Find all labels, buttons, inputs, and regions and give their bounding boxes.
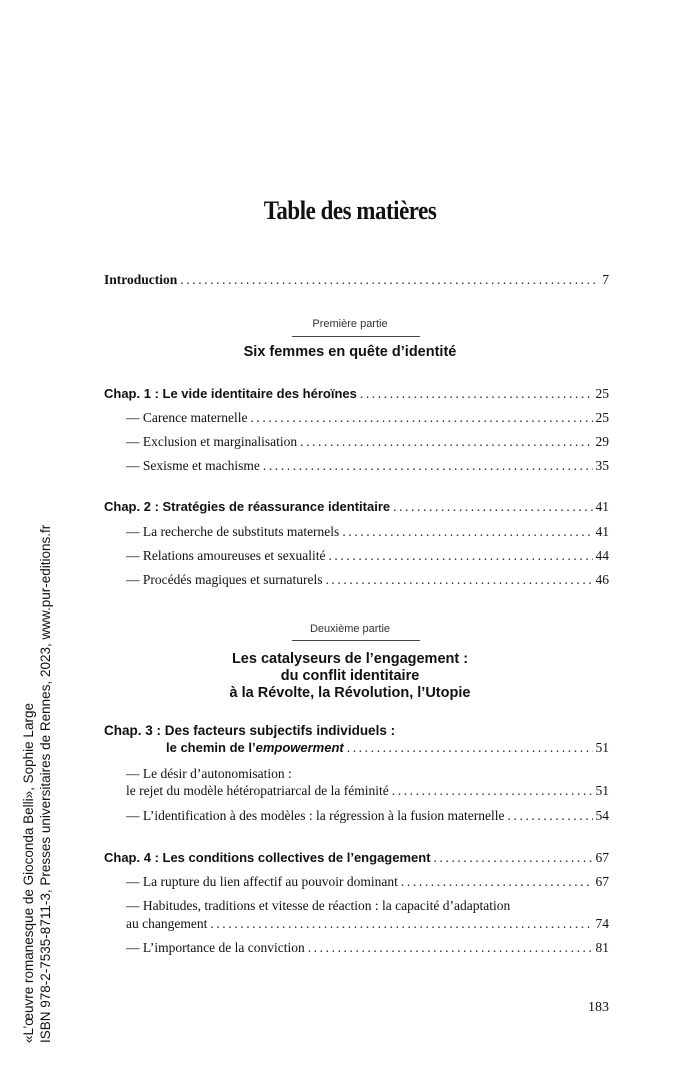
toc-entry-label: — L’identification à des modèles : la régression à la fusion maternelle — [126, 808, 505, 823]
toc-entry-label: — Exclusion et marginalisation — [126, 434, 298, 449]
toc-entry-label: le rejet du modèle hétéropatriarcal de la féminité — [126, 783, 389, 798]
toc-entry-label: — La recherche de substituts maternels — [126, 524, 340, 539]
credit-line-2: ISBN 978-2-7535-8711-3, Presses universitaires de Rennes, 2023, www.pur-editions.fr — [38, 524, 53, 1043]
part-title: Six femmes en quête d’identité — [243, 344, 457, 360]
toc-page-number: 67 — [595, 850, 609, 865]
toc-entry-section[interactable] — [126, 940, 609, 956]
dot-leader — [263, 458, 593, 474]
toc-page-number: 41 — [595, 499, 609, 514]
toc-entry-label: — L’importance de la conviction — [126, 940, 305, 955]
toc-entry-section[interactable] — [126, 808, 609, 824]
toc-page-number: 35 — [595, 458, 609, 473]
dot-leader — [347, 740, 593, 756]
toc-entry-label: Introduction — [104, 272, 178, 287]
toc-page-number: 29 — [595, 434, 609, 449]
toc-page-number: 7 — [602, 272, 609, 287]
dot-leader — [300, 434, 592, 450]
toc-entry-label: — Procédés magiques et surnaturels — [126, 572, 323, 587]
dot-leader — [393, 499, 592, 515]
toc-entry-label: — Carence maternelle — [126, 410, 248, 425]
toc-page-number: 25 — [595, 386, 609, 401]
toc-entry-section[interactable] — [126, 783, 609, 799]
dot-leader — [250, 410, 592, 426]
part-divider — [292, 640, 420, 641]
toc-page-number: 41 — [595, 524, 609, 539]
toc-entry-section[interactable] — [126, 572, 609, 588]
toc-entry-section[interactable] — [126, 410, 609, 426]
part-label: Première partie — [312, 318, 388, 330]
toc-entry-section[interactable] — [126, 916, 609, 932]
toc-entry-section[interactable] — [126, 458, 609, 474]
toc-page-number: 81 — [595, 940, 609, 955]
toc-page-number: 25 — [595, 410, 609, 425]
toc-page-number: 44 — [595, 548, 609, 563]
part-divider — [292, 336, 420, 337]
copyright-credit — [20, 525, 54, 1043]
toc-entry-chapter-2[interactable] — [104, 499, 609, 515]
dot-leader — [342, 524, 592, 540]
toc-entry-label: Chap. 2 : Stratégies de réassurance identitaire — [104, 499, 391, 514]
toc-page-number: 46 — [595, 572, 609, 587]
toc-entry-label: — Relations amoureuses et sexualité — [126, 548, 326, 563]
dot-leader — [360, 386, 593, 402]
toc-entry-chapter-3-continued[interactable] — [166, 740, 609, 756]
toc-entry-label: le chemin de l’empowerment — [166, 740, 344, 755]
dot-leader — [401, 874, 593, 890]
part-label: Deuxième partie — [309, 623, 391, 635]
toc-entry-section[interactable] — [126, 874, 609, 890]
dot-leader — [210, 916, 592, 932]
toc-page-number: 54 — [595, 808, 609, 823]
part-title-line-1: Les catalyseurs de l’engagement : — [231, 651, 469, 667]
toc-entry-label: Chap. 4 : Les conditions collectives de l’engagement — [104, 850, 431, 865]
toc-entry-chapter-1[interactable] — [104, 386, 609, 402]
dot-leader — [325, 572, 592, 588]
toc-entry-section-line[interactable]: — Habitudes, traditions et vitesse de réaction : la capacité d’adaptation — [126, 898, 511, 913]
dot-leader — [392, 783, 593, 799]
toc-entry-label: — La rupture du lien affectif au pouvoir dominant — [126, 874, 398, 889]
toc-page-number: 67 — [595, 874, 609, 889]
dot-leader — [434, 850, 593, 866]
toc-entry-chapter-4[interactable] — [104, 850, 609, 866]
part-title-line-2: du conflit identitaire — [280, 668, 420, 684]
part-title-line-3: à la Révolte, la Révolution, l’Utopie — [229, 685, 471, 701]
toc-entry-section[interactable] — [126, 524, 609, 540]
toc-entry-chapter-3[interactable]: Chap. 3 : Des facteurs subjectifs individuels : — [104, 723, 396, 738]
page-title: Table des matières — [263, 196, 437, 225]
toc-entry-label: Chap. 1 : Le vide identitaire des héroïnes — [104, 386, 357, 401]
toc-page-number: 74 — [595, 916, 609, 931]
toc-entry-introduction[interactable] — [104, 272, 609, 288]
toc-page-number: 51 — [595, 783, 609, 798]
page-number: 183 — [588, 1000, 609, 1015]
dot-leader — [180, 272, 599, 288]
dot-leader — [508, 808, 593, 824]
toc-entry-section[interactable] — [126, 434, 609, 450]
toc-entry-section[interactable] — [126, 548, 609, 564]
credit-line-1: «L’œuvre romanesque de Gioconda Belli», Sophie Large — [21, 703, 36, 1043]
toc-entry-section-line[interactable]: — Le désir d’autonomisation : — [126, 766, 292, 781]
toc-entry-label: — Sexisme et machisme — [126, 458, 260, 473]
dot-leader — [308, 940, 593, 956]
dot-leader — [328, 548, 592, 564]
toc-entry-label: au changement — [126, 916, 208, 931]
toc-page-number: 51 — [595, 740, 609, 755]
